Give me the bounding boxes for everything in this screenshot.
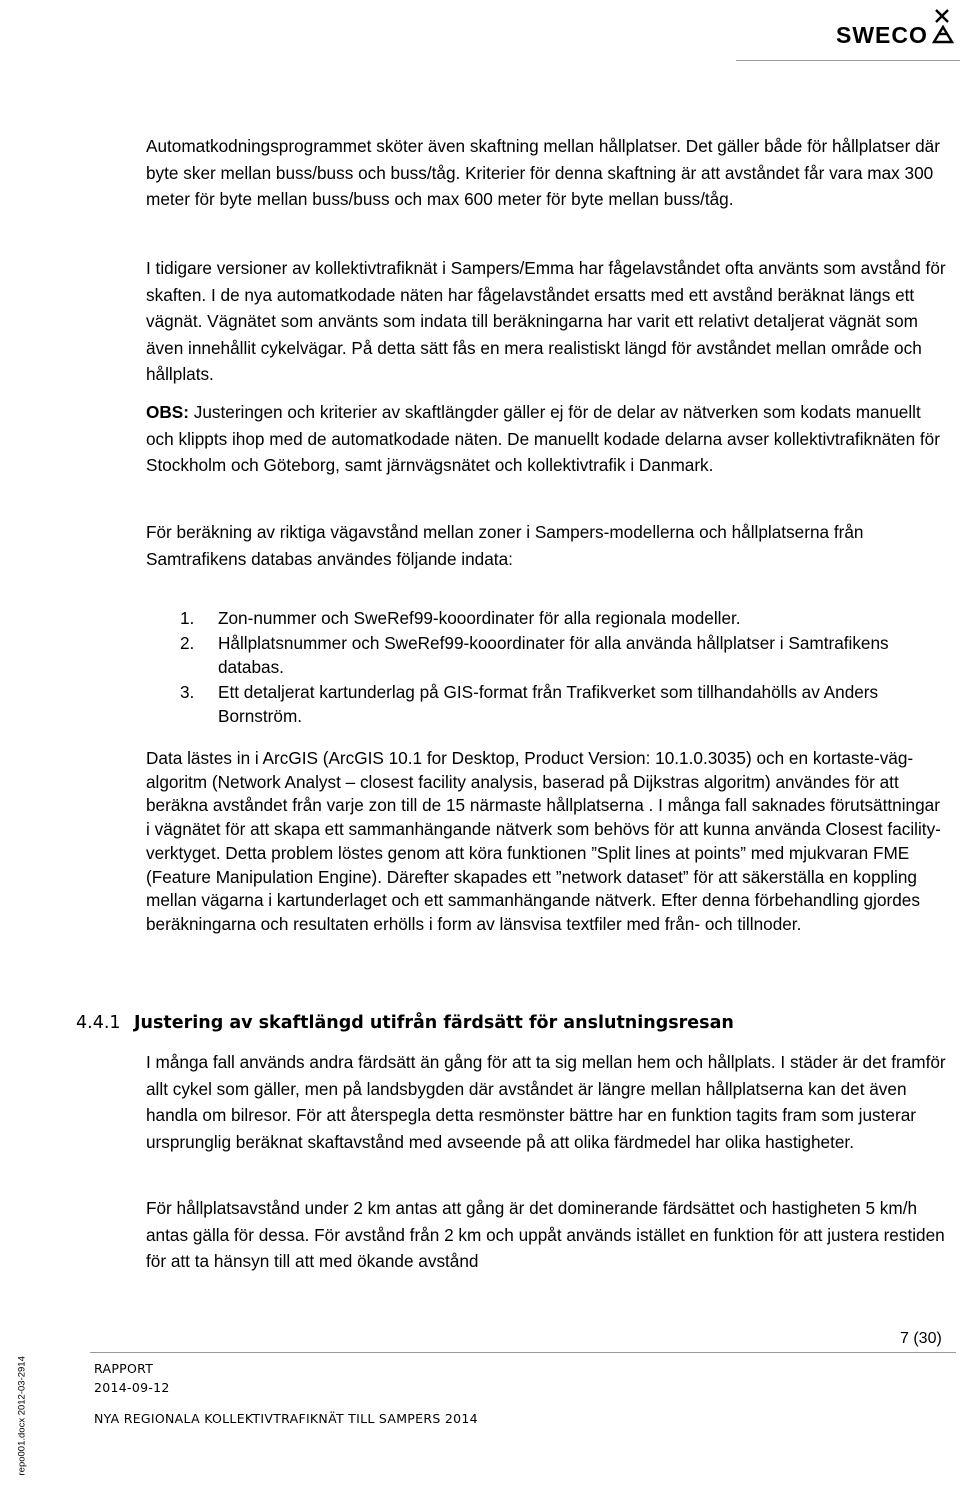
paragraph-obs bbox=[146, 399, 946, 479]
section-title: Justering av skaftlängd utifrån färdsätt för anslutningsresan bbox=[134, 1013, 734, 1033]
logo-text: SWECO bbox=[836, 22, 928, 48]
paragraph-indata: För beräkning av riktiga vägavstånd mellan zoner i Sampers-modellerna och hållplatserna från Samtrafikens databas användes följande indata: bbox=[146, 522, 864, 569]
footer-date: 2014-09-12 bbox=[94, 1380, 170, 1395]
footer-title: NYA REGIONALA KOLLEKTIVTRAFIKNÄT TILL SAMPERS 2014 bbox=[94, 1411, 478, 1426]
list-text: Zon-nummer och SweRef99-kooordinater för alla regionala modeller. bbox=[218, 608, 741, 628]
side-label: repo001.docx 2012-03-2914 bbox=[16, 1356, 28, 1476]
footer-doc-type: RAPPORT bbox=[94, 1361, 154, 1376]
sweco-logo-icon bbox=[928, 6, 958, 46]
obs-label: OBS: bbox=[146, 402, 189, 422]
paragraph-fagelavstand: I tidigare versioner av kollektivtrafiknät i Sampers/Emma har fågelavståndet ofta använts som avstånd för skaften. I de nya automatkodade näten har fågelavståndet ersatts med ett avstånd beräknat längs ett vägnät. Vägnätet som använts som indata till beräkningarna har varit ett relativt detaljerat vägnät som även innehållit cykelvägar. På detta sätt fås en mera realistiskt längd för avståndet mellan område och hållplats. bbox=[146, 258, 946, 384]
list-item bbox=[180, 680, 940, 729]
list-item bbox=[180, 606, 940, 631]
page-number: 7 (30) bbox=[900, 1330, 942, 1347]
paragraph-fardsatt: I många fall används andra färdsätt än gång för att ta sig mellan hem och hållplats. I städer är det framför allt cykel som gäller, men på landsbygden där avståndet är längre mellan hållplatserna kan det även handla om bilresor. För att återspegla detta resmönster bättre har en funktion tagits fram som justerar ursprunglig beräknat skaftavstånd med avseende på att olika färdmedel har olika hastigheter. bbox=[146, 1052, 946, 1152]
list-text: Ett detaljerat kartunderlag på GIS-format från Trafikverket som tillhandahölls av Anders Bornström. bbox=[218, 681, 879, 726]
paragraph-hallplatsavstand: För hållplatsavstånd under 2 km antas att gång är det dominerande färdsättet och hastigheten 5 km/h antas gälla för dessa. För avstånd från 2 km och uppåt används istället en funktion för att justera restiden för att ta hänsyn till att med ökande avstånd bbox=[146, 1198, 945, 1271]
list-item bbox=[180, 631, 940, 680]
obs-text: Justeringen och kriterier av skaftlängder gäller ej för de delar av nätverken som kodats manuellt och klippts ihop med de automatkodade näten. De manuellt kodade delarna avser kollektivtrafiknäten för Stockholm och Göteborg, samt järnvägsnätet och kollektivtrafik i Danmark. bbox=[146, 402, 940, 475]
list-number: 3. bbox=[180, 681, 195, 702]
paragraph-arcgis: Data lästes in i ArcGIS (ArcGIS 10.1 for Desktop, Product Version: 10.1.0.3035) och en kortaste-väg-algoritm (Network Analyst – closest facility analysis, baserad på Dijkstras algoritm) användes för att beräkna avståndet från varje zon till de 15 närmaste hållplatserna . I många fall saknades förutsättningar i vägnätet för att skapa ett sammanhängande nätverk som behövs för att kunna använda Closest facility-verktyget. Detta problem löstes genom att köra funktionen ”Split lines at points” med mjukvaran FME (Feature Manipulation Engine). Därefter skapades ett ”network dataset” för att säkerställa en koppling mellan vägarna i kartunderlaget och ett sammanhängande nätverk. Efter denna förbehandling gjordes beräkningarna och resultaten erhölls i form av länsvisa textfiler med från- och tillnoder. bbox=[146, 748, 941, 934]
paragraph-skaftning: Automatkodningsprogrammet sköter även skaftning mellan hållplatser. Det gäller både för hållplatser där byte sker mellan buss/buss och buss/tåg. Kriterier för denna skaftning är att avståndet får vara max 300 meter för byte mellan buss/buss och max 600 meter för byte mellan buss/tåg. bbox=[146, 136, 940, 209]
list-number: 2. bbox=[180, 632, 195, 653]
header-divider bbox=[736, 60, 960, 61]
indata-list bbox=[180, 606, 940, 729]
sweco-logo bbox=[836, 4, 960, 50]
section-number: 4.4.1 bbox=[76, 1013, 121, 1033]
footer-divider bbox=[90, 1352, 956, 1353]
list-number: 1. bbox=[180, 608, 195, 628]
list-text: Hållplatsnummer och SweRef99-kooordinater för alla använda hållplatser i Samtrafikens databas. bbox=[218, 632, 889, 677]
section-heading bbox=[76, 1010, 946, 1036]
